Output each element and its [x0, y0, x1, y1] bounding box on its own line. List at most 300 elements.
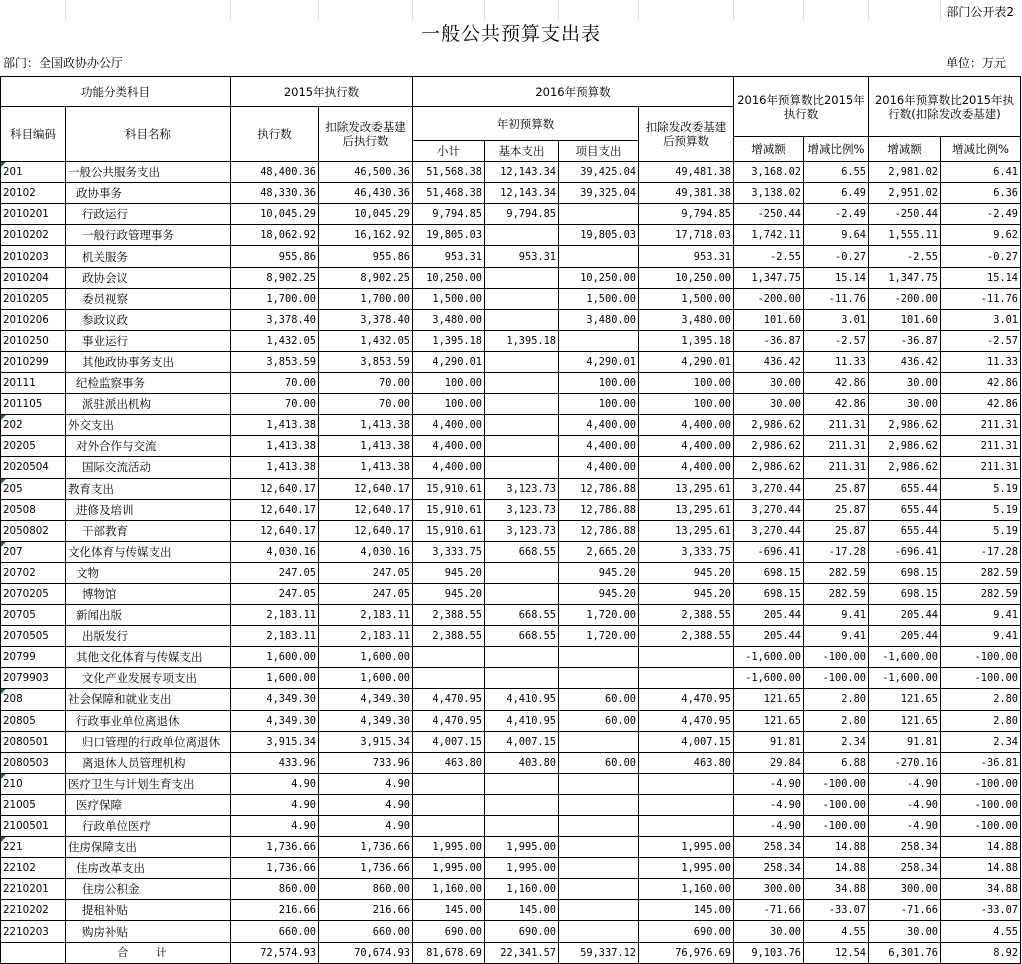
- cell-value: 3,480.00: [413, 309, 485, 330]
- cell-value: -4.90: [869, 816, 941, 837]
- cell-value: [485, 373, 559, 394]
- cell-value: [639, 668, 734, 689]
- cell-value: 9.41: [804, 605, 869, 626]
- cell-value: 60.00: [559, 710, 639, 731]
- cell-name: 一般行政管理事务: [66, 225, 231, 246]
- cell-value: -11.76: [941, 288, 1021, 309]
- cell-value: 145.00: [413, 900, 485, 921]
- cell-value: 1,600.00: [231, 668, 319, 689]
- cell-name: 政协会议: [66, 267, 231, 288]
- cell-code: 2210201: [1, 879, 66, 900]
- cell-value: [413, 647, 485, 668]
- cell-value: 955.86: [231, 246, 319, 267]
- cell-value: 1,160.00: [485, 879, 559, 900]
- cell-name: 行政单位医疗: [66, 816, 231, 837]
- cell-value: 4.55: [941, 921, 1021, 942]
- cell-code: 20702: [1, 562, 66, 583]
- header-compare-adjusted: 2016年预算数比2015年执行数(扣除发改委基建): [869, 77, 1021, 137]
- table-row: [1, 879, 1021, 900]
- cell-value: -17.28: [804, 541, 869, 562]
- cell-value: 1,500.00: [639, 288, 734, 309]
- cell-value: 15.14: [941, 267, 1021, 288]
- cell-value: 668.55: [485, 626, 559, 647]
- cell-value: 12,143.34: [485, 162, 559, 183]
- cell-value: -1,600.00: [734, 647, 804, 668]
- cell-value: 101.60: [734, 309, 804, 330]
- cell-value: 16,162.92: [319, 225, 413, 246]
- cell-code: 2010205: [1, 288, 66, 309]
- cell-value: 121.65: [734, 689, 804, 710]
- cell-value: 6.55: [804, 162, 869, 183]
- cell-value: 1,413.38: [231, 415, 319, 436]
- cell-value: [413, 794, 485, 815]
- cell-value: 91.81: [869, 731, 941, 752]
- total-value: 6,301.76: [869, 942, 941, 963]
- cell-value: [413, 773, 485, 794]
- cell-value: 2,388.55: [413, 626, 485, 647]
- cell-value: [485, 583, 559, 604]
- cell-value: 258.34: [869, 837, 941, 858]
- cell-value: 4,349.30: [319, 689, 413, 710]
- total-value: 59,337.12: [559, 942, 639, 963]
- cell-name: 住房保障支出: [66, 837, 231, 858]
- cell-value: 5.19: [941, 499, 1021, 520]
- cell-value: 10,250.00: [559, 267, 639, 288]
- cell-name: 对外合作与交流: [66, 436, 231, 457]
- cell-value: 14.88: [804, 837, 869, 858]
- cell-value: 1,742.11: [734, 225, 804, 246]
- cell-code: 2080501: [1, 731, 66, 752]
- table-row: [1, 394, 1021, 415]
- cell-value: 4,410.95: [485, 689, 559, 710]
- cell-value: 690.00: [485, 921, 559, 942]
- cell-value: 258.34: [734, 837, 804, 858]
- table-row: [1, 478, 1021, 499]
- cell-value: 258.34: [869, 858, 941, 879]
- cell-value: 2,951.02: [869, 183, 941, 204]
- cell-value: 30.00: [734, 394, 804, 415]
- cell-value: 2,183.11: [319, 626, 413, 647]
- cell-code: 2079903: [1, 668, 66, 689]
- cell-value: 211.31: [941, 415, 1021, 436]
- cell-value: 1,700.00: [319, 288, 413, 309]
- cell-value: 463.80: [413, 752, 485, 773]
- table-row: [1, 858, 1021, 879]
- cell-code: 210: [1, 773, 66, 794]
- table-row: [1, 288, 1021, 309]
- cell-value: 121.65: [869, 689, 941, 710]
- cell-value: 1,160.00: [639, 879, 734, 900]
- header-functional-class: 功能分类科目: [1, 77, 231, 107]
- cell-value: 12,640.17: [231, 499, 319, 520]
- cell-value: -2.49: [941, 204, 1021, 225]
- cell-value: 4,400.00: [559, 436, 639, 457]
- cell-code: 221: [1, 837, 66, 858]
- cell-value: 1,995.00: [485, 837, 559, 858]
- cell-value: 2.34: [804, 731, 869, 752]
- cell-value: 11.33: [941, 351, 1021, 372]
- cell-value: 1,413.38: [319, 415, 413, 436]
- cell-value: 247.05: [319, 562, 413, 583]
- cell-value: 121.65: [734, 710, 804, 731]
- cell-value: 2,388.55: [413, 605, 485, 626]
- cell-value: -2.55: [734, 246, 804, 267]
- cell-value: 1,995.00: [485, 858, 559, 879]
- cell-value: 34.88: [804, 879, 869, 900]
- cell-value: [559, 816, 639, 837]
- total-value: 8.92: [941, 942, 1021, 963]
- cell-value: -100.00: [941, 794, 1021, 815]
- cell-value: -250.44: [734, 204, 804, 225]
- cell-value: [559, 647, 639, 668]
- cell-value: 51,468.38: [413, 183, 485, 204]
- cell-value: 9.41: [804, 626, 869, 647]
- cell-value: 1,600.00: [319, 647, 413, 668]
- cell-value: 4,470.95: [639, 710, 734, 731]
- total-value: 22,341.57: [485, 942, 559, 963]
- cell-value: 42.86: [941, 373, 1021, 394]
- cell-value: 100.00: [413, 394, 485, 415]
- cell-value: 100.00: [639, 394, 734, 415]
- cell-value: 945.20: [413, 562, 485, 583]
- cell-value: 2,388.55: [639, 605, 734, 626]
- cell-value: 205.44: [734, 626, 804, 647]
- cell-value: 3,138.02: [734, 183, 804, 204]
- table-row: [1, 689, 1021, 710]
- cell-value: 2,986.62: [734, 415, 804, 436]
- table-row: [1, 816, 1021, 837]
- cell-code: 2020504: [1, 457, 66, 478]
- cell-value: 945.20: [639, 562, 734, 583]
- cell-value: 211.31: [804, 457, 869, 478]
- cell-value: [559, 900, 639, 921]
- table-row: [1, 731, 1021, 752]
- cell-value: 211.31: [804, 436, 869, 457]
- cell-value: 698.15: [869, 583, 941, 604]
- cell-value: -4.90: [734, 816, 804, 837]
- cell-value: 46,500.36: [319, 162, 413, 183]
- cell-value: 10,250.00: [639, 267, 734, 288]
- header-compare-exec: 2016年预算数比2015年执行数: [734, 77, 869, 137]
- cell-value: 4,030.16: [319, 541, 413, 562]
- cell-value: 2,986.62: [869, 415, 941, 436]
- cell-value: 668.55: [485, 605, 559, 626]
- cell-value: 9.64: [804, 225, 869, 246]
- cell-value: [639, 816, 734, 837]
- cell-value: [485, 225, 559, 246]
- cell-value: -696.41: [734, 541, 804, 562]
- cell-value: -33.07: [804, 900, 869, 921]
- cell-code: 2080503: [1, 752, 66, 773]
- cell-value: 4,349.30: [319, 710, 413, 731]
- header-exec-adjusted: 扣除发改委基建后执行数: [319, 107, 413, 162]
- cell-value: 2.80: [804, 689, 869, 710]
- cell-value: 205.44: [734, 605, 804, 626]
- cell-name: 住房公积金: [66, 879, 231, 900]
- cell-value: -100.00: [804, 794, 869, 815]
- budget-table: [0, 76, 1021, 964]
- cell-value: 660.00: [319, 921, 413, 942]
- cell-value: 145.00: [485, 900, 559, 921]
- cell-value: 15,910.61: [413, 520, 485, 541]
- cell-value: 4,410.95: [485, 710, 559, 731]
- cell-value: 14.88: [941, 858, 1021, 879]
- cell-value: 100.00: [639, 373, 734, 394]
- cell-value: 655.44: [869, 499, 941, 520]
- cell-value: 2.80: [941, 710, 1021, 731]
- cell-value: 8,902.25: [231, 267, 319, 288]
- cell-value: [485, 794, 559, 815]
- cell-value: [485, 288, 559, 309]
- cell-name: 出版发行: [66, 626, 231, 647]
- cell-value: 211.31: [804, 415, 869, 436]
- cell-value: 1,720.00: [559, 626, 639, 647]
- cell-value: [559, 837, 639, 858]
- table-row: [1, 162, 1021, 183]
- cell-code: 20799: [1, 647, 66, 668]
- cell-code: 2010202: [1, 225, 66, 246]
- cell-value: 10,045.29: [319, 204, 413, 225]
- cell-value: [639, 773, 734, 794]
- cell-value: 42.86: [804, 394, 869, 415]
- cell-value: 6.36: [941, 183, 1021, 204]
- table-row: [1, 183, 1021, 204]
- cell-value: -100.00: [941, 647, 1021, 668]
- cell-value: 1,160.00: [413, 879, 485, 900]
- cell-value: 30.00: [869, 394, 941, 415]
- cell-value: 1,720.00: [559, 605, 639, 626]
- table-row: [1, 773, 1021, 794]
- cell-value: -1,600.00: [869, 668, 941, 689]
- table-row: [1, 605, 1021, 626]
- cell-value: 4,400.00: [413, 436, 485, 457]
- cell-value: [559, 731, 639, 752]
- table-row: [1, 330, 1021, 351]
- cell-value: -71.66: [734, 900, 804, 921]
- cell-value: 2,183.11: [231, 605, 319, 626]
- cell-value: 211.31: [941, 436, 1021, 457]
- total-value: 81,678.69: [413, 942, 485, 963]
- header-initial-budget: 年初预算数: [413, 107, 639, 141]
- table-row: [1, 541, 1021, 562]
- page-title: 一般公共预算支出表: [420, 23, 601, 45]
- cell-value: 14.88: [941, 837, 1021, 858]
- cell-value: 1,413.38: [319, 457, 413, 478]
- cell-value: -200.00: [869, 288, 941, 309]
- cell-value: 9.41: [941, 605, 1021, 626]
- cell-value: -100.00: [941, 773, 1021, 794]
- cell-value: 100.00: [559, 394, 639, 415]
- cell-code: 2010201: [1, 204, 66, 225]
- cell-value: 11.33: [804, 351, 869, 372]
- cell-value: 39,325.04: [559, 183, 639, 204]
- cell-value: 1,995.00: [639, 858, 734, 879]
- cell-value: 49,481.38: [639, 162, 734, 183]
- cell-value: 15.14: [804, 267, 869, 288]
- table-row: [1, 246, 1021, 267]
- cell-value: 60.00: [559, 752, 639, 773]
- cell-value: 698.15: [734, 583, 804, 604]
- cell-value: 60.00: [559, 689, 639, 710]
- cell-value: 145.00: [639, 900, 734, 921]
- cell-value: 4,349.30: [231, 689, 319, 710]
- cell-value: 42.86: [804, 373, 869, 394]
- cell-value: 48,400.36: [231, 162, 319, 183]
- cell-value: 10,250.00: [413, 267, 485, 288]
- cell-value: 3,480.00: [639, 309, 734, 330]
- cell-value: 9,794.85: [413, 204, 485, 225]
- cell-value: 1,413.38: [231, 436, 319, 457]
- cell-value: 698.15: [734, 562, 804, 583]
- header-change-amount-2: 增减额: [869, 137, 941, 162]
- cell-value: 1,413.38: [231, 457, 319, 478]
- cell-name: 国际交流活动: [66, 457, 231, 478]
- cell-value: 300.00: [734, 879, 804, 900]
- cell-value: [485, 394, 559, 415]
- table-row: [1, 668, 1021, 689]
- cell-value: 953.31: [639, 246, 734, 267]
- cell-value: 4,290.01: [413, 351, 485, 372]
- cell-value: 25.87: [804, 520, 869, 541]
- cell-value: 4,400.00: [639, 436, 734, 457]
- cell-value: 42.86: [941, 394, 1021, 415]
- cell-value: 953.31: [485, 246, 559, 267]
- cell-value: 4,007.15: [639, 731, 734, 752]
- cell-value: 48,330.36: [231, 183, 319, 204]
- cell-name: 新闻出版: [66, 605, 231, 626]
- cell-value: 19,805.03: [413, 225, 485, 246]
- cell-code: 202: [1, 415, 66, 436]
- cell-value: 4,030.16: [231, 541, 319, 562]
- cell-value: 3,378.40: [231, 309, 319, 330]
- cell-value: 121.65: [869, 710, 941, 731]
- cell-value: 3.01: [941, 309, 1021, 330]
- cell-value: [559, 204, 639, 225]
- cell-value: 4.90: [319, 816, 413, 837]
- cell-value: 14.88: [804, 858, 869, 879]
- cell-value: 953.31: [413, 246, 485, 267]
- cell-value: 668.55: [485, 541, 559, 562]
- cell-value: 49,381.38: [639, 183, 734, 204]
- cell-value: 2,986.62: [734, 457, 804, 478]
- cell-value: 1,700.00: [231, 288, 319, 309]
- cell-value: 5.19: [941, 520, 1021, 541]
- cell-value: 6.41: [941, 162, 1021, 183]
- table-row: [1, 204, 1021, 225]
- cell-value: 30.00: [734, 921, 804, 942]
- cell-code: 208: [1, 689, 66, 710]
- total-value: 70,674.93: [319, 942, 413, 963]
- cell-value: [485, 309, 559, 330]
- cell-value: 300.00: [869, 879, 941, 900]
- cell-name: 行政事业单位离退休: [66, 710, 231, 731]
- cell-value: [559, 330, 639, 351]
- cell-value: 436.42: [869, 351, 941, 372]
- cell-value: 1,736.66: [231, 837, 319, 858]
- cell-value: 30.00: [869, 373, 941, 394]
- cell-name: 社会保障和就业支出: [66, 689, 231, 710]
- cell-value: 12,786.88: [559, 499, 639, 520]
- cell-value: 3,123.73: [485, 520, 559, 541]
- cell-value: 1,413.38: [319, 436, 413, 457]
- cell-value: -11.76: [804, 288, 869, 309]
- cell-value: 3,853.59: [319, 351, 413, 372]
- top-empty-row: [0, 0, 1022, 20]
- cell-value: [485, 457, 559, 478]
- cell-value: 1,432.05: [231, 330, 319, 351]
- cell-value: [485, 647, 559, 668]
- total-label: 合 计: [66, 942, 231, 963]
- cell-value: 70.00: [319, 373, 413, 394]
- cell-value: 1,347.75: [869, 267, 941, 288]
- cell-value: 34.88: [941, 879, 1021, 900]
- cell-value: [639, 794, 734, 815]
- cell-value: [559, 773, 639, 794]
- cell-value: 4.90: [231, 773, 319, 794]
- cell-value: 403.80: [485, 752, 559, 773]
- cell-value: 15,910.61: [413, 478, 485, 499]
- cell-value: [485, 668, 559, 689]
- cell-value: 3,270.44: [734, 520, 804, 541]
- cell-value: 247.05: [231, 562, 319, 583]
- cell-name: 外交支出: [66, 415, 231, 436]
- cell-code: 2050802: [1, 520, 66, 541]
- cell-value: -100.00: [804, 647, 869, 668]
- cell-value: 8,902.25: [319, 267, 413, 288]
- cell-value: 3,168.02: [734, 162, 804, 183]
- header-exec: 执行数: [231, 107, 319, 162]
- header-budget-adjusted: 扣除发改委基建后预算数: [639, 107, 734, 162]
- cell-value: 690.00: [639, 921, 734, 942]
- cell-name: 干部教育: [66, 520, 231, 541]
- cell-value: [485, 816, 559, 837]
- cell-value: 91.81: [734, 731, 804, 752]
- cell-value: 12,640.17: [231, 520, 319, 541]
- table-row: [1, 710, 1021, 731]
- cell-code: 20111: [1, 373, 66, 394]
- cell-value: 1,555.11: [869, 225, 941, 246]
- header-change-ratio-2: 增减比例%: [941, 137, 1021, 162]
- cell-code: 201105: [1, 394, 66, 415]
- cell-name: 医疗卫生与计划生育支出: [66, 773, 231, 794]
- cell-value: 39,425.04: [559, 162, 639, 183]
- table-row: [1, 436, 1021, 457]
- cell-value: -0.27: [941, 246, 1021, 267]
- cell-value: 1,500.00: [413, 288, 485, 309]
- table-row: [1, 415, 1021, 436]
- cell-value: 945.20: [413, 583, 485, 604]
- cell-value: 216.66: [319, 900, 413, 921]
- cell-value: 1,347.75: [734, 267, 804, 288]
- total-value: 76,976.69: [639, 942, 734, 963]
- cell-value: 13,295.61: [639, 478, 734, 499]
- cell-code: 2010250: [1, 330, 66, 351]
- cell-value: [559, 794, 639, 815]
- cell-value: -0.27: [804, 246, 869, 267]
- cell-value: 1,995.00: [639, 837, 734, 858]
- cell-value: 3,915.34: [319, 731, 413, 752]
- cell-value: 4,470.95: [639, 689, 734, 710]
- cell-value: 2,986.62: [869, 436, 941, 457]
- table-row: [1, 351, 1021, 372]
- cell-value: -4.90: [869, 773, 941, 794]
- cell-name: 委员视察: [66, 288, 231, 309]
- cell-value: [413, 816, 485, 837]
- cell-value: 46,430.36: [319, 183, 413, 204]
- cell-value: 19,805.03: [559, 225, 639, 246]
- cell-value: -1,600.00: [734, 668, 804, 689]
- cell-value: 101.60: [869, 309, 941, 330]
